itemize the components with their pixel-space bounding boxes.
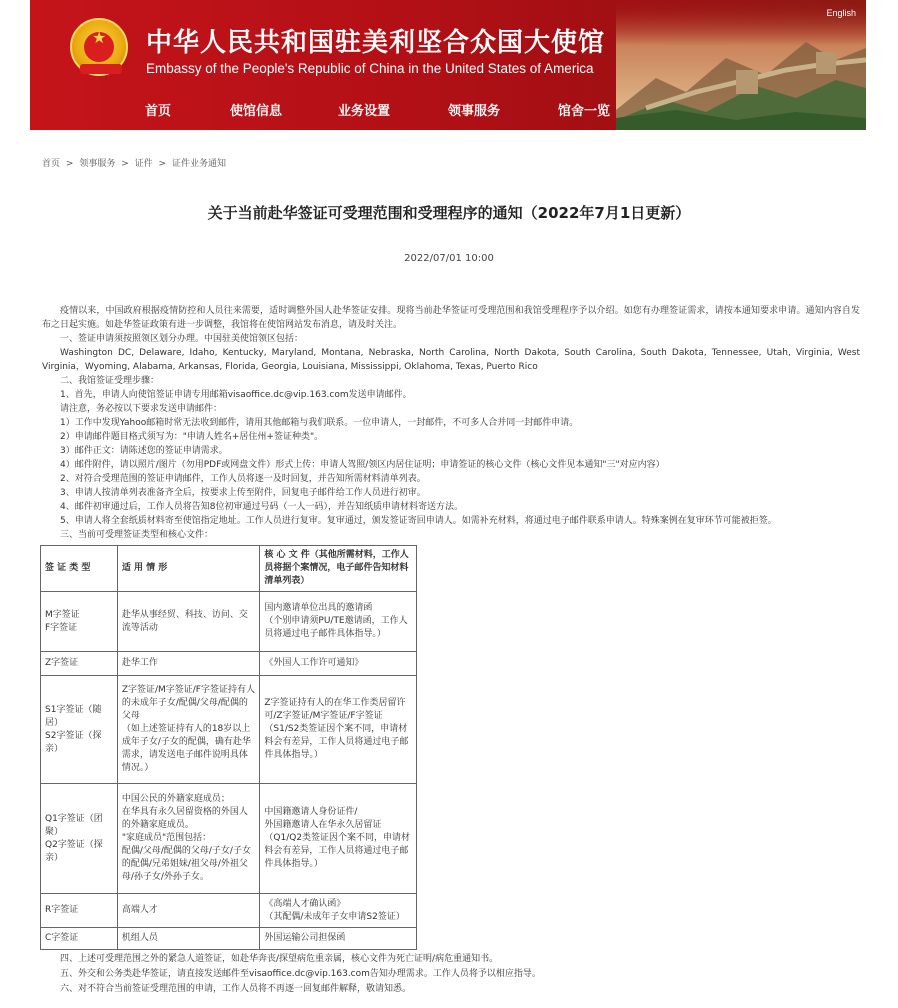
breadcrumb-home[interactable]: 首页 bbox=[42, 159, 61, 169]
table-header-cell: 核 心 文 件（其他所需材料，工作人员将据个案情况，电子邮件告知材料清单列表） bbox=[260, 546, 417, 592]
table-cell: S1字签证（随居） S2字签证（探亲） bbox=[41, 676, 118, 784]
breadcrumb bbox=[42, 156, 229, 169]
paragraph: 4）邮件附件，请以照片/图片（勿用PDF或网盘文件）形式上传：申请人驾照/领区内居住证明；申请签证的核心文件（核心文件见本通知"三"对应内容） bbox=[60, 460, 665, 470]
paragraph: 六、对不符合当前签证受理范围的申请，工作人员将不再逐一回复邮件解释，敬请知悉。 bbox=[60, 984, 412, 994]
table-cell: Z字签证持有人的在华工作类居留许可/Z字签证/M字签证/F字签证 （S1/S2类签证因个案不同，申请材料会有差异，工作人员将通过电子邮件具体指导。） bbox=[260, 676, 417, 784]
article-footer bbox=[42, 952, 860, 997]
visa-type-table bbox=[40, 545, 417, 950]
paragraph: 1）工作中发现Yahoo邮箱时常无法收到邮件，请用其他邮箱与我们联系。一位申请人，一封邮件，不可多人合并同一封邮件申请。 bbox=[60, 418, 579, 428]
table-row bbox=[41, 784, 417, 894]
breadcrumb-documents[interactable]: 证件 bbox=[134, 159, 153, 169]
site-title-cn: 中华人民共和国驻美利坚合众国大使馆 bbox=[146, 28, 606, 58]
table-cell: R字签证 bbox=[41, 894, 118, 928]
main-nav bbox=[30, 92, 866, 130]
table-cell: 《外国人工作许可通知》 bbox=[260, 652, 417, 676]
paragraph: 3）邮件正文：请陈述您的签证申请需求。 bbox=[60, 446, 228, 456]
paragraph: 2、对符合受理范围的签证申请邮件，工作人员将逐一及时回复，并告知所需材料清单列表。 bbox=[60, 474, 426, 484]
table-cell: Q1字签证（团聚） Q2字签证（探亲） bbox=[41, 784, 118, 894]
english-link[interactable]: English bbox=[826, 8, 856, 18]
table-cell: 《高端人才确认函》 （其配偶/未成年子女申请S2签证） bbox=[260, 894, 417, 928]
paragraph: 请注意，务必按以下要求发送申请邮件： bbox=[60, 404, 223, 414]
paragraph: 4、邮件初审通过后，工作人员将告知8位初审通过号码（一人一码），并告知纸质申请材料寄送方法。 bbox=[60, 502, 463, 512]
breadcrumb-sep: > bbox=[121, 159, 129, 169]
paragraph: 2）申请邮件题目格式须写为："申请人姓名+居住州+签证种类"。 bbox=[60, 432, 324, 442]
article-date: 2022/07/01 10:00 bbox=[404, 253, 494, 264]
table-cell: Z字签证 bbox=[41, 652, 118, 676]
table-cell: M字签证 F字签证 bbox=[41, 592, 118, 652]
table-row bbox=[41, 894, 417, 928]
paragraph: 3、申请人按清单列表准备齐全后，按要求上传至附件，回复电子邮件给工作人员进行初审。 bbox=[60, 488, 426, 498]
table-cell: 高端人才 bbox=[117, 894, 260, 928]
paragraph: 疫情以来，中国政府根据疫情防控和人员往来需要，适时调整外国人赴华签证安排。现将当前赴华签证可受理范围和我馆受理程序予以介绍。如您有办理签证需求，请按本通知要求申请。通知内容自发布之日起实施。如赴华签证政策有进一步调整，我馆将在使馆网站发布消息，请及时关注。 bbox=[42, 306, 860, 330]
paragraph: 四、上述可受理范围之外的紧急人道签证，如赴华奔丧/探望病危重亲属，核心文件为死亡证明/病危重通知书。 bbox=[60, 954, 499, 964]
nav-services[interactable]: 业务设置 bbox=[338, 104, 391, 119]
paragraph: 五、外交和公务类赴华签证，请直接发送邮件至visaoffice.dc@vip.163.com告知办理需求。工作人员将予以相应指导。 bbox=[60, 969, 541, 979]
article-body bbox=[42, 304, 860, 542]
paragraph: 三、当前可受理签证类型和核心文件： bbox=[60, 530, 214, 540]
table-row bbox=[41, 592, 417, 652]
table-header-cell: 签 证 类 型 bbox=[41, 546, 118, 592]
paragraph-region-list: Washington DC, Delaware, Idaho, Kentucky, Maryland, Montana, Nebraska, North Carolina, North Dakota, South Carolina, South Dakota, Tennessee, Utah, Virginia, West Virginia，Wyoming, Alabama, Arkansas, Florida, Georgia, Louisiana, Mississippi, Oklahoma, Texas, Puerto Rico bbox=[42, 348, 860, 372]
table-cell: C字签证 bbox=[41, 928, 118, 950]
paragraph-email: 1、首先，申请人向使馆签证申请专用邮箱visaoffice.dc@vip.163.com发送申请邮件。 bbox=[60, 390, 412, 400]
article-title: 关于当前赴华签证可受理范围和受理程序的通知（2022年7月1日更新） bbox=[207, 204, 691, 222]
table-cell: 国内邀请单位出具的邀请函 （个别申请须PU/TE邀请函，工作人员将通过电子邮件具体指导。） bbox=[260, 592, 417, 652]
nav-consular[interactable]: 领事服务 bbox=[448, 104, 501, 119]
table-row bbox=[41, 652, 417, 676]
nav-premises[interactable]: 馆舍一览 bbox=[558, 104, 611, 119]
national-emblem-icon: ★ bbox=[70, 18, 128, 76]
table-header-row bbox=[41, 546, 417, 592]
table-header-cell: 适 用 情 形 bbox=[117, 546, 260, 592]
breadcrumb-consular[interactable]: 领事服务 bbox=[79, 159, 116, 169]
paragraph: 一、签证申请须按照领区划分办理。中国驻美使馆领区包括： bbox=[60, 334, 304, 344]
table-cell: Z字签证/M字签证/F字签证持有人的未成年子女/配偶/父母/配偶的父母 （如上述签证持有人的18岁以上成年子女/子女的配偶，确有赴华需求，请发送电子邮件说明具体情况。） bbox=[117, 676, 260, 784]
table-row bbox=[41, 928, 417, 950]
table-cell: 赴华从事经贸、科技、访问、交流等活动 bbox=[117, 592, 260, 652]
table-cell: 外国运输公司担保函 bbox=[260, 928, 417, 950]
table-cell: 赴华工作 bbox=[117, 652, 260, 676]
site-title-en: Embassy of the People's Republic of China in the United States of America bbox=[146, 61, 594, 76]
table-cell: 中国公民的外籍家庭成员； 在华具有永久居留资格的外国人的外籍家庭成员。 "家庭成员"范围包括： 配偶/父母/配偶的父母/子女/子女的配偶/兄弟姐妹/祖父母/外祖父母/孙子女/外孙子女。 bbox=[117, 784, 260, 894]
breadcrumb-sep: > bbox=[158, 159, 167, 169]
nav-home[interactable]: 首页 bbox=[145, 104, 172, 119]
breadcrumb-sep: > bbox=[65, 159, 74, 169]
breadcrumb-notices[interactable]: 证件业务通知 bbox=[171, 159, 226, 169]
paragraph: 二、我馆签证受理步骤： bbox=[60, 376, 160, 386]
paragraph: 5、申请人将全套纸质材料寄至使馆指定地址。工作人员进行复审。复审通过，颁发签证寄回申请人。如需补充材料，将通过电子邮件联系申请人。特殊案例在复审环节可能被拒签。 bbox=[60, 516, 777, 526]
table-cell: 机组人员 bbox=[117, 928, 260, 950]
nav-embassy-info[interactable]: 使馆信息 bbox=[230, 104, 283, 119]
table-cell: 中国籍邀请人身份证件/ 外国籍邀请人在华永久居留证 （Q1/Q2类签证因个案不同，申请材料会有差异，工作人员将通过电子邮件具体指导。） bbox=[260, 784, 417, 894]
table-row bbox=[41, 676, 417, 784]
